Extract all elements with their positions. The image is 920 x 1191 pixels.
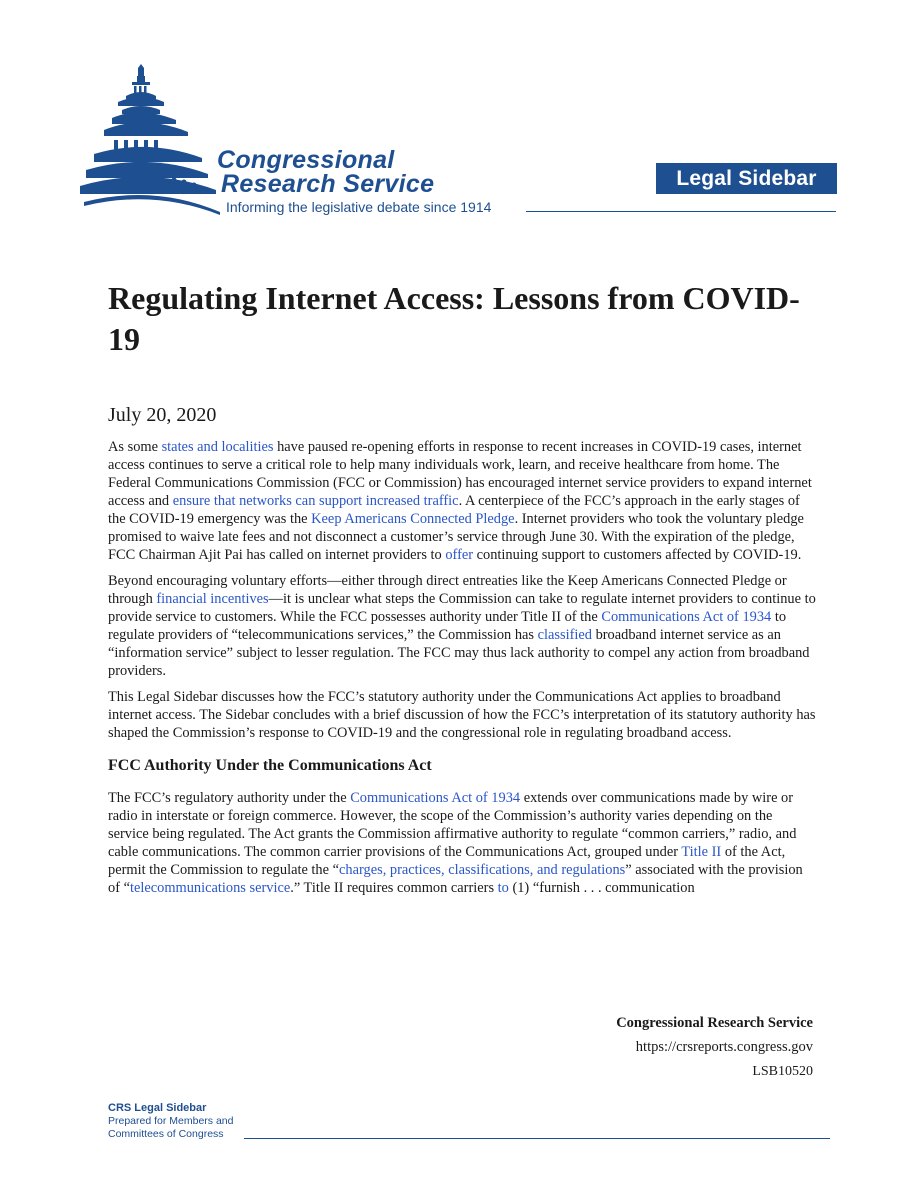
text-run: . Internet providers who took the voluntary pledge promised to waive late fees and not disconnect a customer’s service through June 30. With the expiration of the pledge, FCC Chairman Ajit Pai has called on internet providers to: [108, 511, 804, 563]
document-title: Regulating Internet Access: Lessons from COVID-19: [108, 280, 800, 357]
logo-name-line1: Congressional: [217, 146, 395, 174]
text-run: broadband internet service as an “information service” subject to lesser regulation. The FCC may thus lack authority to compel any action from broadband providers.: [108, 627, 810, 679]
text-run: to regulate providers of “telecommunications services,” the Commission has: [108, 609, 787, 643]
link-financial-incentives[interactable]: financial incentives: [156, 591, 269, 607]
text-run: have paused re-opening efforts in response to recent increases in COVID-19 cases, internet access continues to serve a critical role to help many individuals work, learn, and receive healthcare from home. The Federal Communications Commission (FCC or Commission) has encouraged internet service providers to expand internet access and: [108, 439, 812, 509]
link-communications-act-1934[interactable]: Communications Act of 1934: [350, 790, 521, 806]
link-communications-act[interactable]: Communications Act of 1934: [601, 609, 772, 625]
text-run: Beyond encouraging voluntary efforts—either through direct entreaties like the Keep Americans Connected Pledge or through: [108, 573, 787, 607]
link-to[interactable]: to: [497, 880, 509, 896]
bottom-divider: [244, 1138, 830, 1139]
link-ensure-networks[interactable]: ensure that networks can support increased traffic: [172, 493, 459, 509]
text-run: (1) “furnish . . . communication: [508, 880, 695, 896]
paragraph-2: [108, 572, 816, 680]
footer-url[interactable]: https://crsreports.congress.gov: [635, 1039, 813, 1055]
paragraph-3: This Legal Sidebar discusses how the FCC’s statutory authority under the Communications Act applies to broadband internet access. The Sidebar concludes with a brief discussion of how the FCC’s interpretation of its statutory authority has shaped the Commission’s response to COVID-19 and the congressional role in regulating broadband access.: [108, 689, 816, 741]
bottom-label: [108, 1102, 233, 1141]
paragraph-4: [108, 789, 816, 897]
link-keep-americans-connected-pledge[interactable]: Keep Americans Connected Pledge: [311, 511, 515, 527]
text-run: The FCC’s regulatory authority under the: [108, 790, 351, 806]
bottom-title: CRS Legal Sidebar: [108, 1102, 207, 1114]
link-charges-practices[interactable]: charges, practices, classifications, and regulations: [339, 862, 626, 878]
text-run: extends over communications made by wire or radio in interstate or foreign commerce. However, the scope of the Commission’s authority varies depending on the service being regulated. The Act grants the Commission affirmative authority to regulate “common carriers,” radio, and cable communications. The common carrier provisions of the Communications Act, grouped under: [108, 790, 797, 860]
logo-name-line2: Research Service: [221, 170, 435, 198]
link-classified[interactable]: classified: [537, 627, 592, 643]
header-divider: [526, 211, 836, 212]
footer-organization: Congressional Research Service: [616, 1015, 813, 1031]
bottom-line-2: Committees of Congress: [108, 1128, 224, 1140]
text-run: As some: [108, 439, 162, 455]
legal-sidebar-badge: Legal Sidebar: [656, 163, 837, 194]
crs-logo: [78, 62, 548, 222]
text-run: ” associated with the provision of “: [108, 862, 803, 896]
link-title-ii[interactable]: Title II: [681, 844, 722, 860]
document-body: [108, 438, 816, 905]
text-run: . A centerpiece of the FCC’s approach in the early stages of the COVID-19 emergency was the: [108, 493, 800, 527]
link-states-and-localities[interactable]: states and localities: [161, 439, 274, 455]
footer-report-id: LSB10520: [752, 1064, 813, 1079]
link-telecommunications-service[interactable]: telecommunications service: [129, 880, 291, 896]
capitol-dome-icon: [78, 62, 228, 222]
link-offer[interactable]: offer: [445, 547, 474, 563]
text-run: of the Act, permit the Commission to regulate the “: [108, 844, 786, 878]
section-heading: FCC Authority Under the Communications Act: [108, 757, 432, 774]
text-run: .” Title II requires common carriers: [290, 880, 498, 896]
document-date: July 20, 2020: [108, 404, 217, 426]
logo-tagline: Informing the legislative debate since 1914: [226, 199, 492, 215]
text-run: continuing support to customers affected by COVID-19.: [473, 547, 802, 563]
bottom-line-1: Prepared for Members and: [108, 1115, 234, 1127]
text-run: —it is unclear what steps the Commission can take to regulate internet providers to continue to provide service to customers. While the FCC possesses authority under Title II of the: [108, 591, 816, 625]
paragraph-1: [108, 438, 816, 564]
